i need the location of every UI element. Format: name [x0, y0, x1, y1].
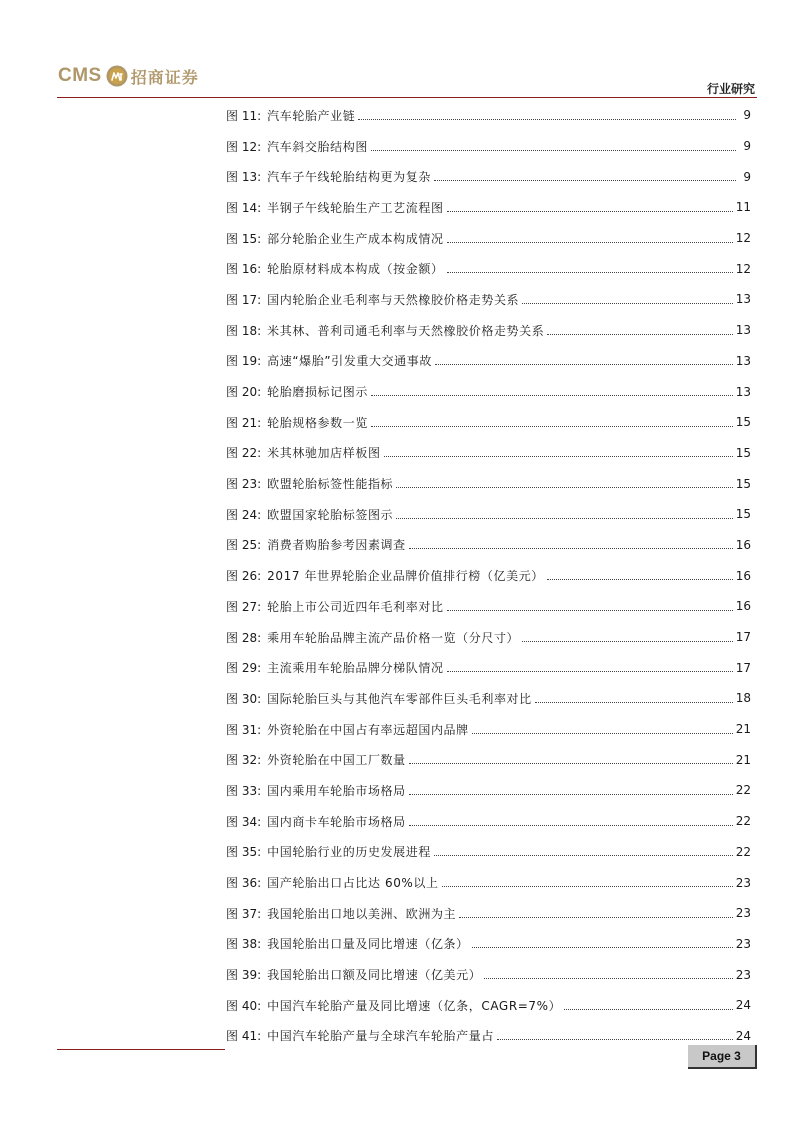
- figure-number: 图 30:: [226, 691, 262, 706]
- page-reference: 15: [735, 445, 751, 460]
- toc-entry[interactable]: [226, 315, 751, 346]
- toc-entry[interactable]: [226, 806, 751, 837]
- dot-leader: [384, 456, 733, 457]
- dot-leader: [547, 579, 733, 580]
- figure-title: 国内商卡车轮胎市场格局: [267, 814, 406, 829]
- figure-number: 图 21:: [226, 415, 262, 430]
- page-reference: 23: [735, 936, 751, 951]
- toc-entry[interactable]: [226, 959, 751, 990]
- page-reference: 16: [735, 537, 751, 552]
- dot-leader: [409, 825, 733, 826]
- figure-title: 轮胎上市公司近四年毛利率对比: [267, 599, 444, 614]
- figure-number: 图 31:: [226, 722, 262, 737]
- page-reference: 13: [735, 384, 751, 399]
- page-reference: 13: [735, 323, 751, 338]
- toc-entry[interactable]: [226, 714, 751, 745]
- toc-entry[interactable]: [226, 775, 751, 806]
- page-reference: 17: [735, 660, 751, 675]
- dot-leader: [396, 487, 733, 488]
- toc-entry[interactable]: [226, 1021, 751, 1052]
- section-label: 行业研究: [706, 82, 755, 96]
- figure-number: 图 12:: [226, 139, 262, 154]
- dot-leader: [371, 426, 733, 427]
- figure-index: [226, 100, 751, 1051]
- dot-leader: [447, 242, 733, 243]
- figure-title: 我国轮胎出口地以美洲、欧洲为主: [267, 906, 457, 921]
- figure-number: 图 28:: [226, 630, 262, 645]
- figure-title: 中国汽车轮胎产量及同比增速（亿条，CAGR=7%）: [267, 998, 562, 1013]
- dot-leader: [447, 211, 733, 212]
- page-reference: 23: [735, 967, 751, 982]
- figure-number: 图 35:: [226, 845, 262, 860]
- toc-entry[interactable]: [226, 622, 751, 653]
- page-reference: 13: [735, 292, 751, 307]
- logo-company-name: 招商证券: [130, 67, 199, 87]
- figure-title: 国内轮胎企业毛利率与天然橡胶价格走势关系: [267, 292, 520, 307]
- page-reference: 15: [735, 476, 751, 491]
- figure-title: 高速“爆胎”引发重大交通事故: [267, 354, 432, 369]
- figure-title: 轮胎磨损标记图示: [267, 385, 368, 400]
- page-reference: 22: [735, 783, 751, 798]
- dot-leader: [409, 794, 733, 795]
- toc-entry[interactable]: [226, 591, 751, 622]
- dot-leader: [434, 855, 733, 856]
- figure-number: 图 29:: [226, 661, 262, 676]
- figure-title: 消费者购胎参考因素调查: [267, 538, 406, 553]
- dot-leader: [535, 702, 733, 703]
- figure-number: 图 24:: [226, 507, 262, 522]
- toc-entry[interactable]: [226, 438, 751, 469]
- page-reference: 13: [735, 353, 751, 368]
- page-number-badge: Page 3: [688, 1045, 757, 1069]
- toc-entry[interactable]: [226, 223, 751, 254]
- figure-number: 图 39:: [226, 968, 262, 983]
- figure-number: 图 38:: [226, 937, 262, 952]
- toc-entry[interactable]: [226, 652, 751, 683]
- page-reference: 22: [735, 844, 751, 859]
- page-reference: 24: [735, 998, 751, 1013]
- dot-leader: [547, 334, 732, 335]
- figure-number: 图 37:: [226, 906, 262, 921]
- toc-entry[interactable]: [226, 499, 751, 530]
- figure-number: 图 13:: [226, 170, 262, 185]
- page-reference: 23: [735, 906, 751, 921]
- toc-entry[interactable]: [226, 683, 751, 714]
- figure-number: 图 34:: [226, 814, 262, 829]
- dot-leader: [358, 119, 736, 120]
- dot-leader: [472, 733, 733, 734]
- figure-title: 欧盟国家轮胎标签图示: [267, 507, 394, 522]
- figure-title: 乘用车轮胎品牌主流产品价格一览（分尺寸）: [267, 630, 520, 645]
- figure-number: 图 15:: [226, 231, 262, 246]
- figure-number: 图 23:: [226, 477, 262, 492]
- figure-number: 图 17:: [226, 292, 262, 307]
- figure-title: 主流乘用车轮胎品牌分梯队情况: [267, 661, 444, 676]
- toc-entry[interactable]: [226, 867, 751, 898]
- toc-entry[interactable]: [226, 284, 751, 315]
- page-reference: 21: [735, 752, 751, 767]
- dot-leader: [522, 641, 733, 642]
- figure-title: 米其林、普利司通毛利率与天然橡胶价格走势关系: [267, 323, 545, 338]
- dot-leader: [522, 303, 733, 304]
- dot-leader: [434, 180, 736, 181]
- figure-number: 图 22:: [226, 446, 262, 461]
- page-reference: 11: [735, 200, 751, 215]
- figure-title: 汽车轮胎产业链: [267, 108, 356, 123]
- figure-title: 部分轮胎企业生产成本构成情况: [267, 231, 444, 246]
- toc-entry[interactable]: [226, 837, 751, 868]
- toc-entry[interactable]: [226, 376, 751, 407]
- figure-title: 半钢子午线轮胎生产工艺流程图: [267, 200, 444, 215]
- dot-leader: [484, 978, 732, 979]
- header-divider: [57, 97, 757, 98]
- toc-entry[interactable]: [226, 744, 751, 775]
- dot-leader: [459, 917, 733, 918]
- footer-divider: [57, 1049, 225, 1050]
- toc-entry[interactable]: [226, 407, 751, 438]
- page-reference: 9: [743, 139, 751, 154]
- figure-title: 轮胎规格参数一览: [267, 415, 368, 430]
- figure-title: 我国轮胎出口量及同比增速（亿条）: [267, 937, 469, 952]
- dot-leader: [472, 947, 733, 948]
- dot-leader: [435, 364, 733, 365]
- dot-leader: [497, 1039, 733, 1040]
- figure-number: 图 26:: [226, 569, 262, 584]
- toc-entry[interactable]: [226, 929, 751, 960]
- figure-number: 图 27:: [226, 599, 262, 614]
- dot-leader: [409, 548, 733, 549]
- page-reference: 9: [743, 169, 751, 184]
- figure-title: 汽车子午线轮胎结构更为复杂: [267, 170, 431, 185]
- page-reference: 18: [735, 691, 751, 706]
- figure-number: 图 19:: [226, 354, 262, 369]
- toc-entry[interactable]: [226, 560, 751, 591]
- figure-title: 国内乘用车轮胎市场格局: [267, 783, 406, 798]
- page-reference: 22: [735, 814, 751, 829]
- page-reference: 16: [735, 599, 751, 614]
- page-reference: 23: [735, 875, 751, 890]
- toc-entry[interactable]: [226, 100, 751, 131]
- figure-title: 汽车斜交胎结构图: [267, 139, 368, 154]
- figure-number: 图 25:: [226, 538, 262, 553]
- figure-title: 欧盟轮胎标签性能指标: [267, 477, 394, 492]
- toc-entry[interactable]: [226, 990, 751, 1021]
- dot-leader: [442, 886, 733, 887]
- toc-entry[interactable]: [226, 468, 751, 499]
- figure-number: 图 32:: [226, 753, 262, 768]
- page-reference: 12: [735, 231, 751, 246]
- figure-title: 轮胎原材料成本构成（按金额）: [267, 262, 444, 277]
- dot-leader: [447, 610, 733, 611]
- brand-logo: [58, 62, 199, 90]
- page-reference: 15: [735, 415, 751, 430]
- logo-cms-text: CMS: [58, 65, 102, 86]
- page-reference: 24: [735, 1028, 751, 1043]
- toc-entry[interactable]: [226, 161, 751, 192]
- figure-number: 图 20:: [226, 385, 262, 400]
- toc-entry[interactable]: [226, 898, 751, 929]
- toc-entry[interactable]: [226, 253, 751, 284]
- dot-leader: [564, 1009, 732, 1010]
- figure-title: 2017 年世界轮胎企业品牌价值排行榜（亿美元）: [267, 569, 544, 584]
- page-reference: 12: [735, 261, 751, 276]
- figure-title: 中国轮胎行业的历史发展进程: [267, 845, 431, 860]
- figure-number: 图 40:: [226, 998, 262, 1013]
- figure-number: 图 11:: [226, 108, 262, 123]
- figure-title: 国产轮胎出口占比达 60%以上: [267, 876, 439, 891]
- toc-entry[interactable]: [226, 131, 751, 162]
- toc-entry[interactable]: [226, 530, 751, 561]
- dot-leader: [447, 671, 733, 672]
- dot-leader: [371, 395, 733, 396]
- page-reference: 9: [743, 108, 751, 123]
- figure-number: 图 16:: [226, 262, 262, 277]
- figure-title: 外资轮胎在中国占有率远超国内品牌: [267, 722, 469, 737]
- figure-title: 我国轮胎出口额及同比增速（亿美元）: [267, 968, 482, 983]
- page-reference: 16: [735, 568, 751, 583]
- dot-leader: [371, 150, 736, 151]
- page-reference: 15: [735, 507, 751, 522]
- logo-emblem-icon: [106, 65, 128, 87]
- dot-leader: [447, 272, 733, 273]
- dot-leader: [409, 763, 733, 764]
- page-reference: 21: [735, 722, 751, 737]
- toc-entry[interactable]: [226, 346, 751, 377]
- figure-title: 米其林驰加店样板图: [267, 446, 381, 461]
- dot-leader: [396, 518, 733, 519]
- figure-number: 图 36:: [226, 876, 262, 891]
- toc-entry[interactable]: [226, 192, 751, 223]
- figure-number: 图 18:: [226, 323, 262, 338]
- figure-number: 图 14:: [226, 200, 262, 215]
- figure-number: 图 41:: [226, 1029, 262, 1044]
- figure-number: 图 33:: [226, 783, 262, 798]
- figure-title: 国际轮胎巨头与其他汽车零部件巨头毛利率对比: [267, 691, 532, 706]
- figure-title: 外资轮胎在中国工厂数量: [267, 753, 406, 768]
- figure-title: 中国汽车轮胎产量与全球汽车轮胎产量占: [267, 1029, 494, 1044]
- page-reference: 17: [735, 630, 751, 645]
